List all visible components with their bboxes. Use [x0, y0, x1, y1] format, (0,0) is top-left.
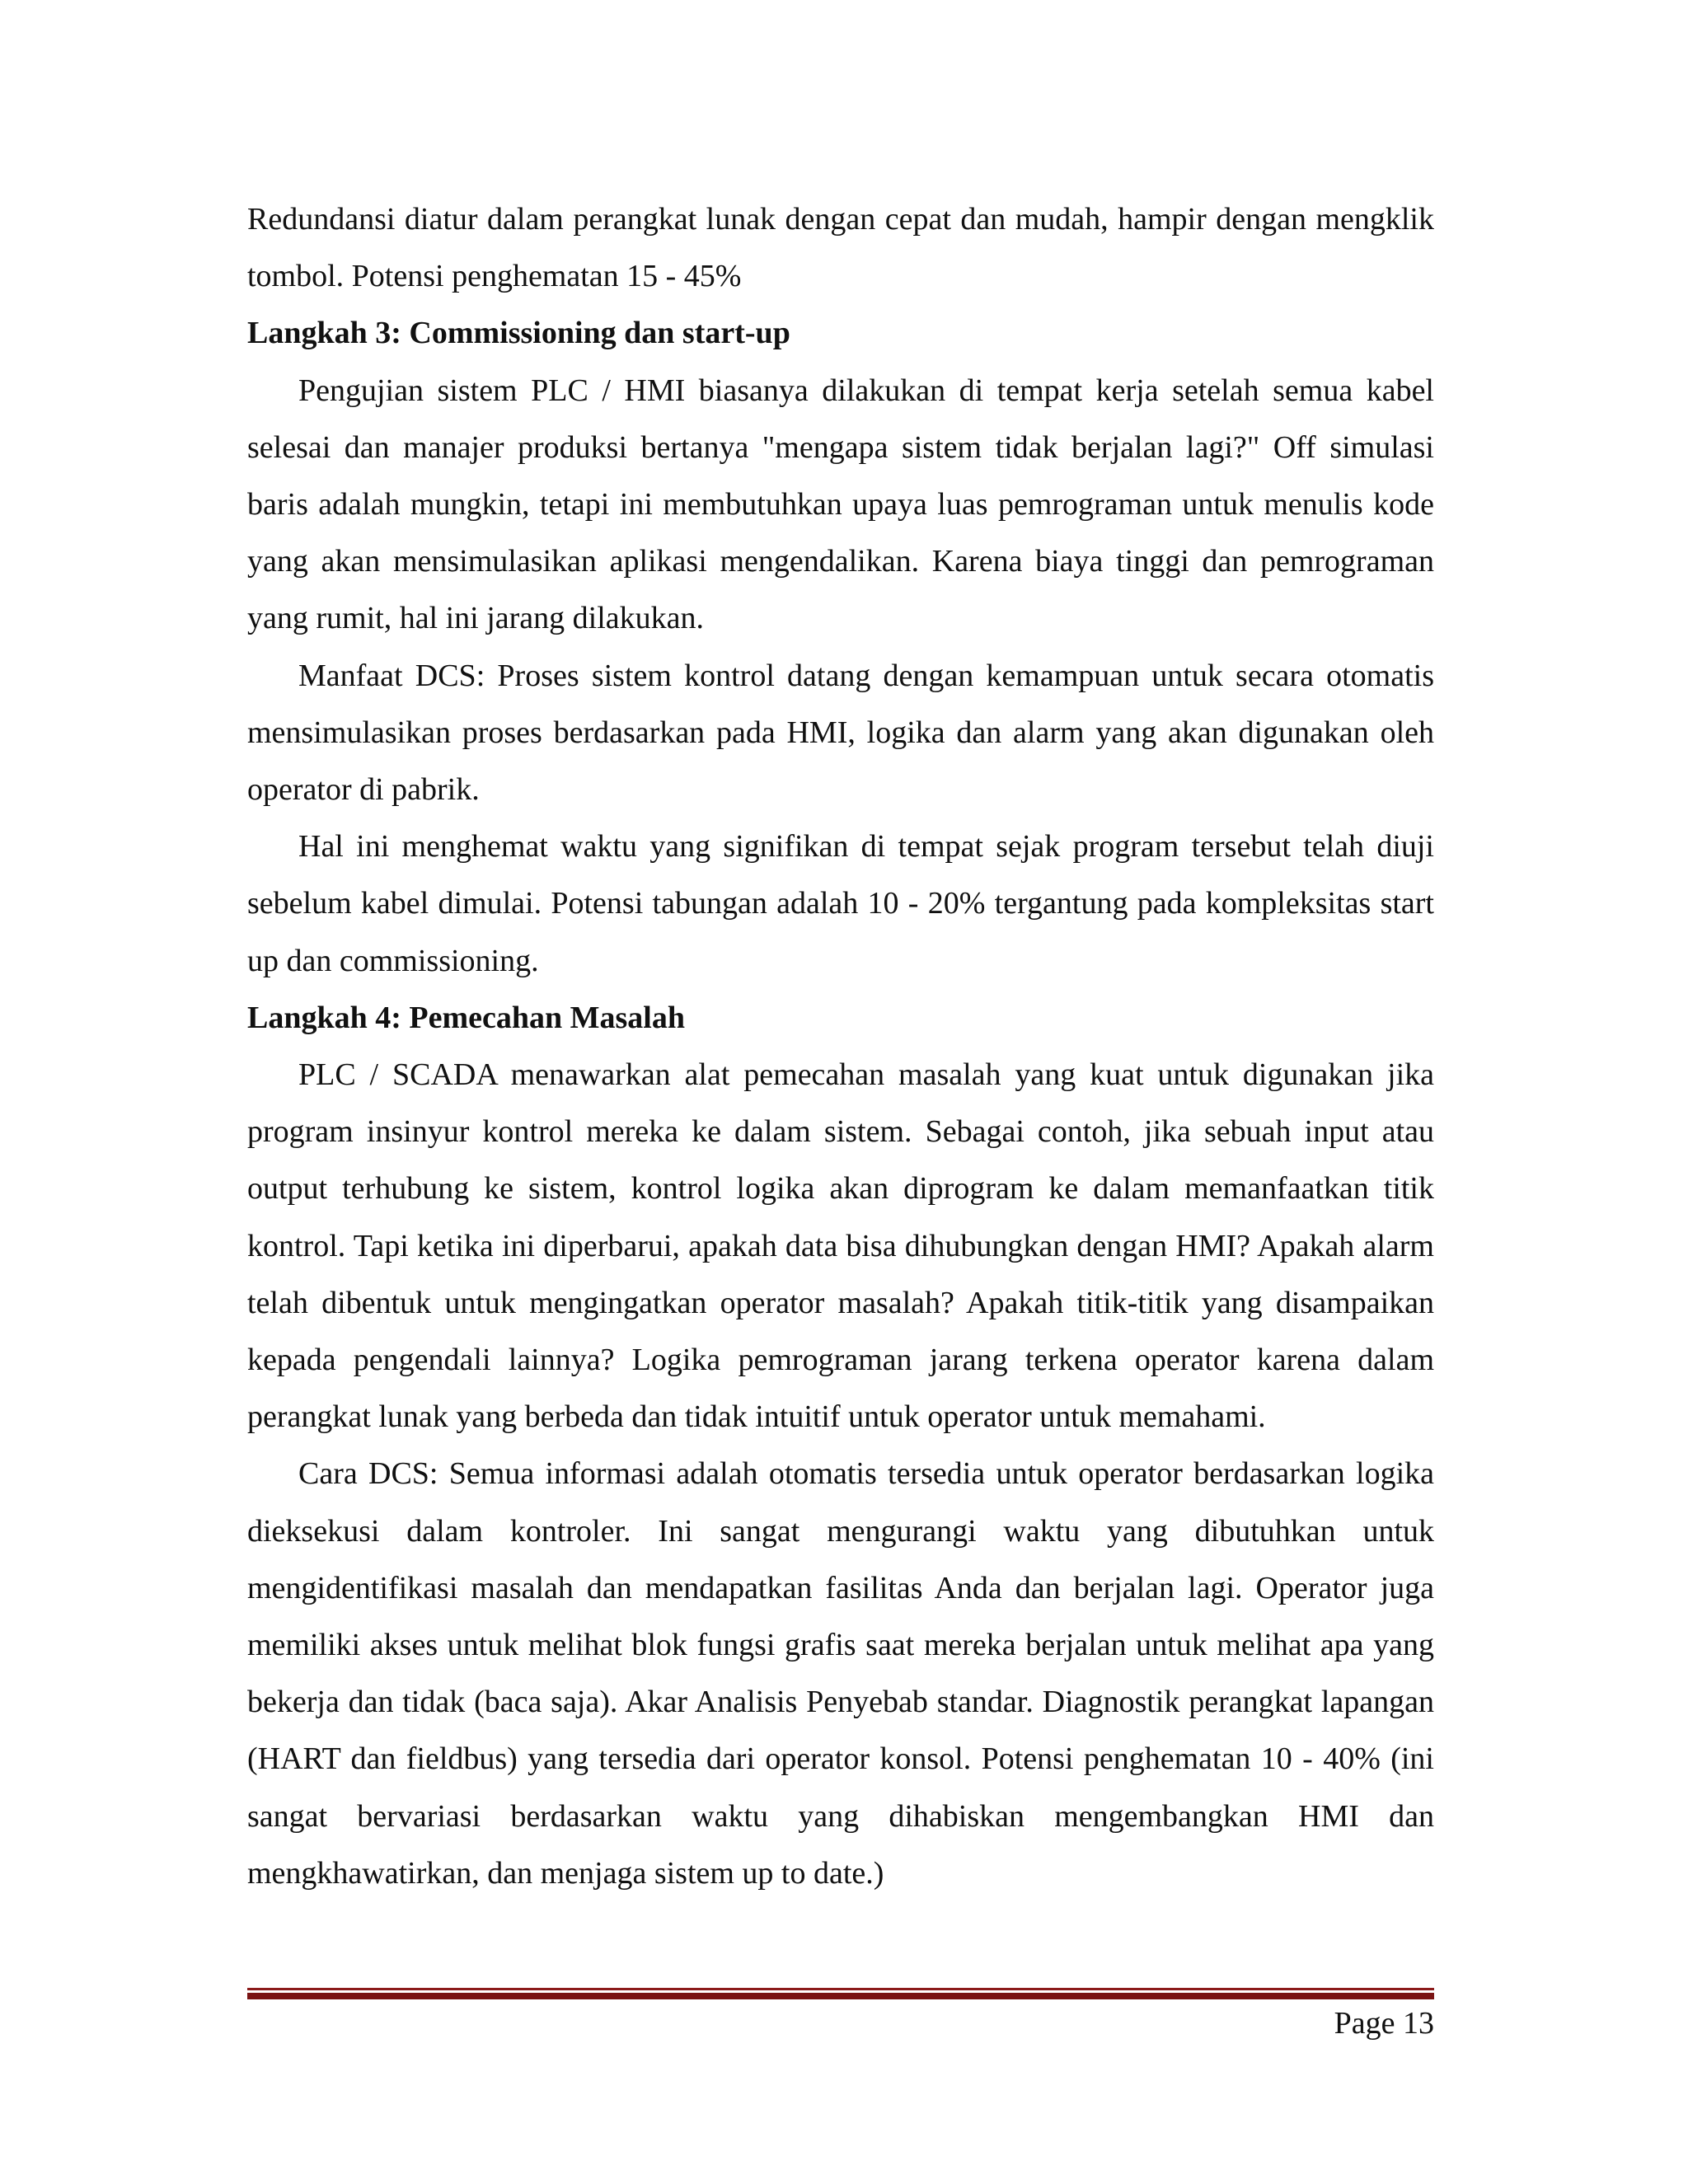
footer-rule-thick	[247, 1993, 1434, 1999]
footer-divider	[247, 1988, 1434, 1999]
paragraph-plc-testing: Pengujian sistem PLC / HMI biasanya dilakukan di tempat kerja setelah semua kabel selesai dan manajer produksi bertanya "mengapa sistem tidak berjalan lagi?" Off simulasi baris adalah mungkin, tetapi ini membutuhkan upaya luas pemrograman untuk menulis kode yang akan mensimulasikan aplikasi mengendalikan. Karena biaya tinggi dan pemrograman yang rumit, hal ini jarang dilakukan.	[247, 373, 1434, 636]
paragraph-dcs-benefit: Manfaat DCS: Proses sistem kontrol datang dengan kemampuan untuk secara otomatis mensimulasikan proses berdasarkan pada HMI, logika dan alarm yang akan digunakan oleh operator di pabrik.	[247, 658, 1434, 808]
heading-step-4: Langkah 4: Pemecahan Masalah	[247, 1000, 685, 1035]
heading-step-3: Langkah 3: Commissioning dan start-up	[247, 316, 790, 351]
page-number: Page 13	[1334, 2006, 1434, 2041]
paragraph-plc-scada: PLC / SCADA menawarkan alat pemecahan masalah yang kuat untuk digunakan jika program insinyur kontrol mereka ke dalam sistem. Sebagai contoh, jika sebuah input atau output terhubung ke sistem, kontrol logika akan diprogram ke dalam memanfaatkan titik kontrol. Tapi ketika ini diperbarui, apakah data bisa dihubungkan dengan HMI? Apakah alarm telah dibentuk untuk mengingatkan operator masalah? Apakah titik-titik yang disampaikan kepada pengendali lainnya? Logika pemrograman jarang terkena operator karena dalam perangkat lunak yang berbeda dan tidak intuitif untuk operator untuk memahami.	[247, 1057, 1434, 1435]
paragraph-time-savings: Hal ini menghemat waktu yang signifikan di tempat sejak program tersebut telah diuji sebelum kabel dimulai. Potensi tabungan adalah 10 - 20% tergantung pada kompleksitas start up dan commissioning.	[247, 829, 1434, 978]
body-text	[247, 191, 1434, 1902]
paragraph-dcs-way: Cara DCS: Semua informasi adalah otomatis tersedia untuk operator berdasarkan logika dieksekusi dalam kontroler. Ini sangat mengurangi waktu yang dibutuhkan untuk mengidentifikasi masalah dan mendapatkan fasilitas Anda dan berjalan lagi. Operator juga memiliki akses untuk melihat blok fungsi grafis saat mereka berjalan untuk melihat apa yang bekerja dan tidak (baca saja). Akar Analisis Penyebab standar. Diagnostik perangkat lapangan (HART dan fieldbus) yang tersedia dari operator konsol. Potensi penghematan 10 - 40% (ini sangat bervariasi berdasarkan waktu yang dihabiskan mengembangkan HMI dan mengkhawatirkan, dan menjaga sistem up to date.)	[247, 1456, 1434, 1891]
paragraph-redundancy: Redundansi diatur dalam perangkat lunak dengan cepat dan mudah, hampir dengan mengklik tombol. Potensi penghematan 15 - 45%	[247, 202, 1434, 294]
